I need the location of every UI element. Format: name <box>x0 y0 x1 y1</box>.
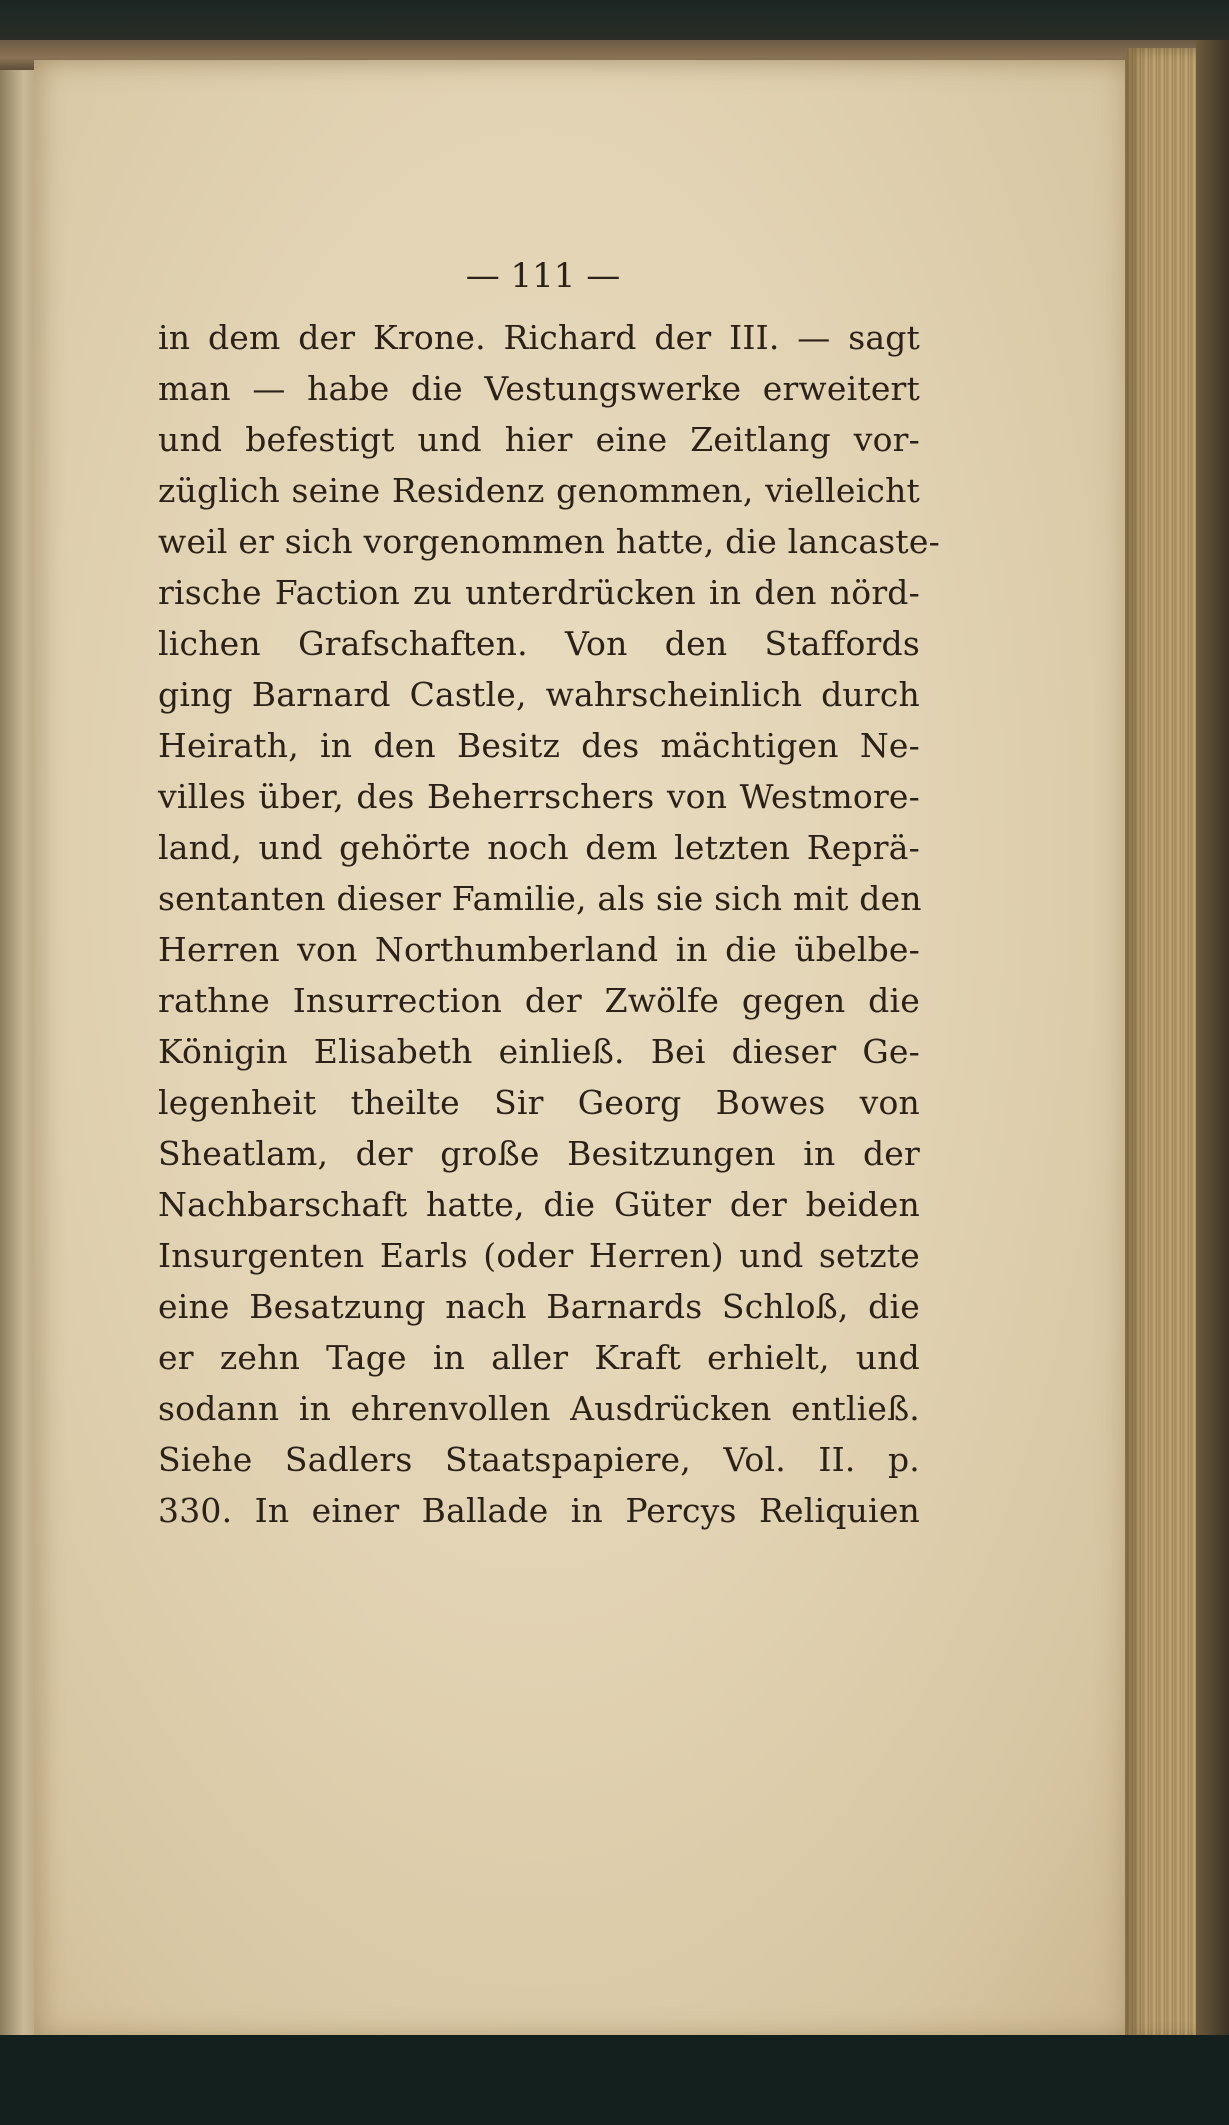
page-fore-edge <box>1125 48 1200 2038</box>
text-line: Herren von Northumberland in die übelbe- <box>158 930 920 969</box>
text-line: sentanten dieser Familie, als sie sich mit den <box>158 879 922 918</box>
text-line: und befestigt und hier eine Zeitlang vor- <box>158 420 920 459</box>
page-number: — 111 — <box>465 256 621 296</box>
text-line: lichen Grafschaften. Von den Staffords <box>158 624 920 663</box>
text-line: in dem der Krone. Richard der III. — sagt <box>158 318 920 357</box>
text-line: rathne Insurrection der Zwölfe gegen die <box>158 981 920 1020</box>
text-line: rische Faction zu unterdrücken in den nörd- <box>158 573 920 612</box>
text-line: er zehn Tage in aller Kraft erhielt, und <box>158 1338 920 1377</box>
scan-background-bottom <box>0 2035 1229 2125</box>
text-line: Sheatlam, der große Besitzungen in der <box>158 1134 920 1173</box>
text-line: ging Barnard Castle, wahrscheinlich durch <box>158 675 920 714</box>
text-line: Heirath, in den Besitz des mächtigen Ne- <box>158 726 920 765</box>
text-line: legenheit theilte Sir Georg Bowes von <box>158 1083 920 1122</box>
text-line: weil er sich vorgenommen hatte, die lancaste- <box>158 522 940 561</box>
text-line: Nachbarschaft hatte, die Güter der beiden <box>158 1185 920 1224</box>
text-line: 330. In einer Ballade in Percys Reliquien <box>158 1491 920 1530</box>
text-line: sodann in ehrenvollen Ausdrücken entließ. <box>158 1389 920 1428</box>
text-line: Königin Elisabeth einließ. Bei dieser Ge- <box>158 1032 920 1071</box>
text-line: Siehe Sadlers Staatspapiere, Vol. II. p. <box>158 1440 920 1479</box>
text-line: land, und gehörte noch dem letzten Reprä- <box>158 828 920 867</box>
text-line: züglich seine Residenz genommen, vielleicht <box>158 471 920 510</box>
body-text <box>158 252 940 1536</box>
text-line: villes über, des Beherrschers von Westmore- <box>158 777 920 816</box>
text-line: man — habe die Vestungswerke erweitert <box>158 369 920 408</box>
book-board-right <box>1196 40 1229 2050</box>
text-line: eine Besatzung nach Barnards Schloß, die <box>158 1287 920 1326</box>
text-line: Insurgenten Earls (oder Herren) und setzte <box>158 1236 920 1275</box>
